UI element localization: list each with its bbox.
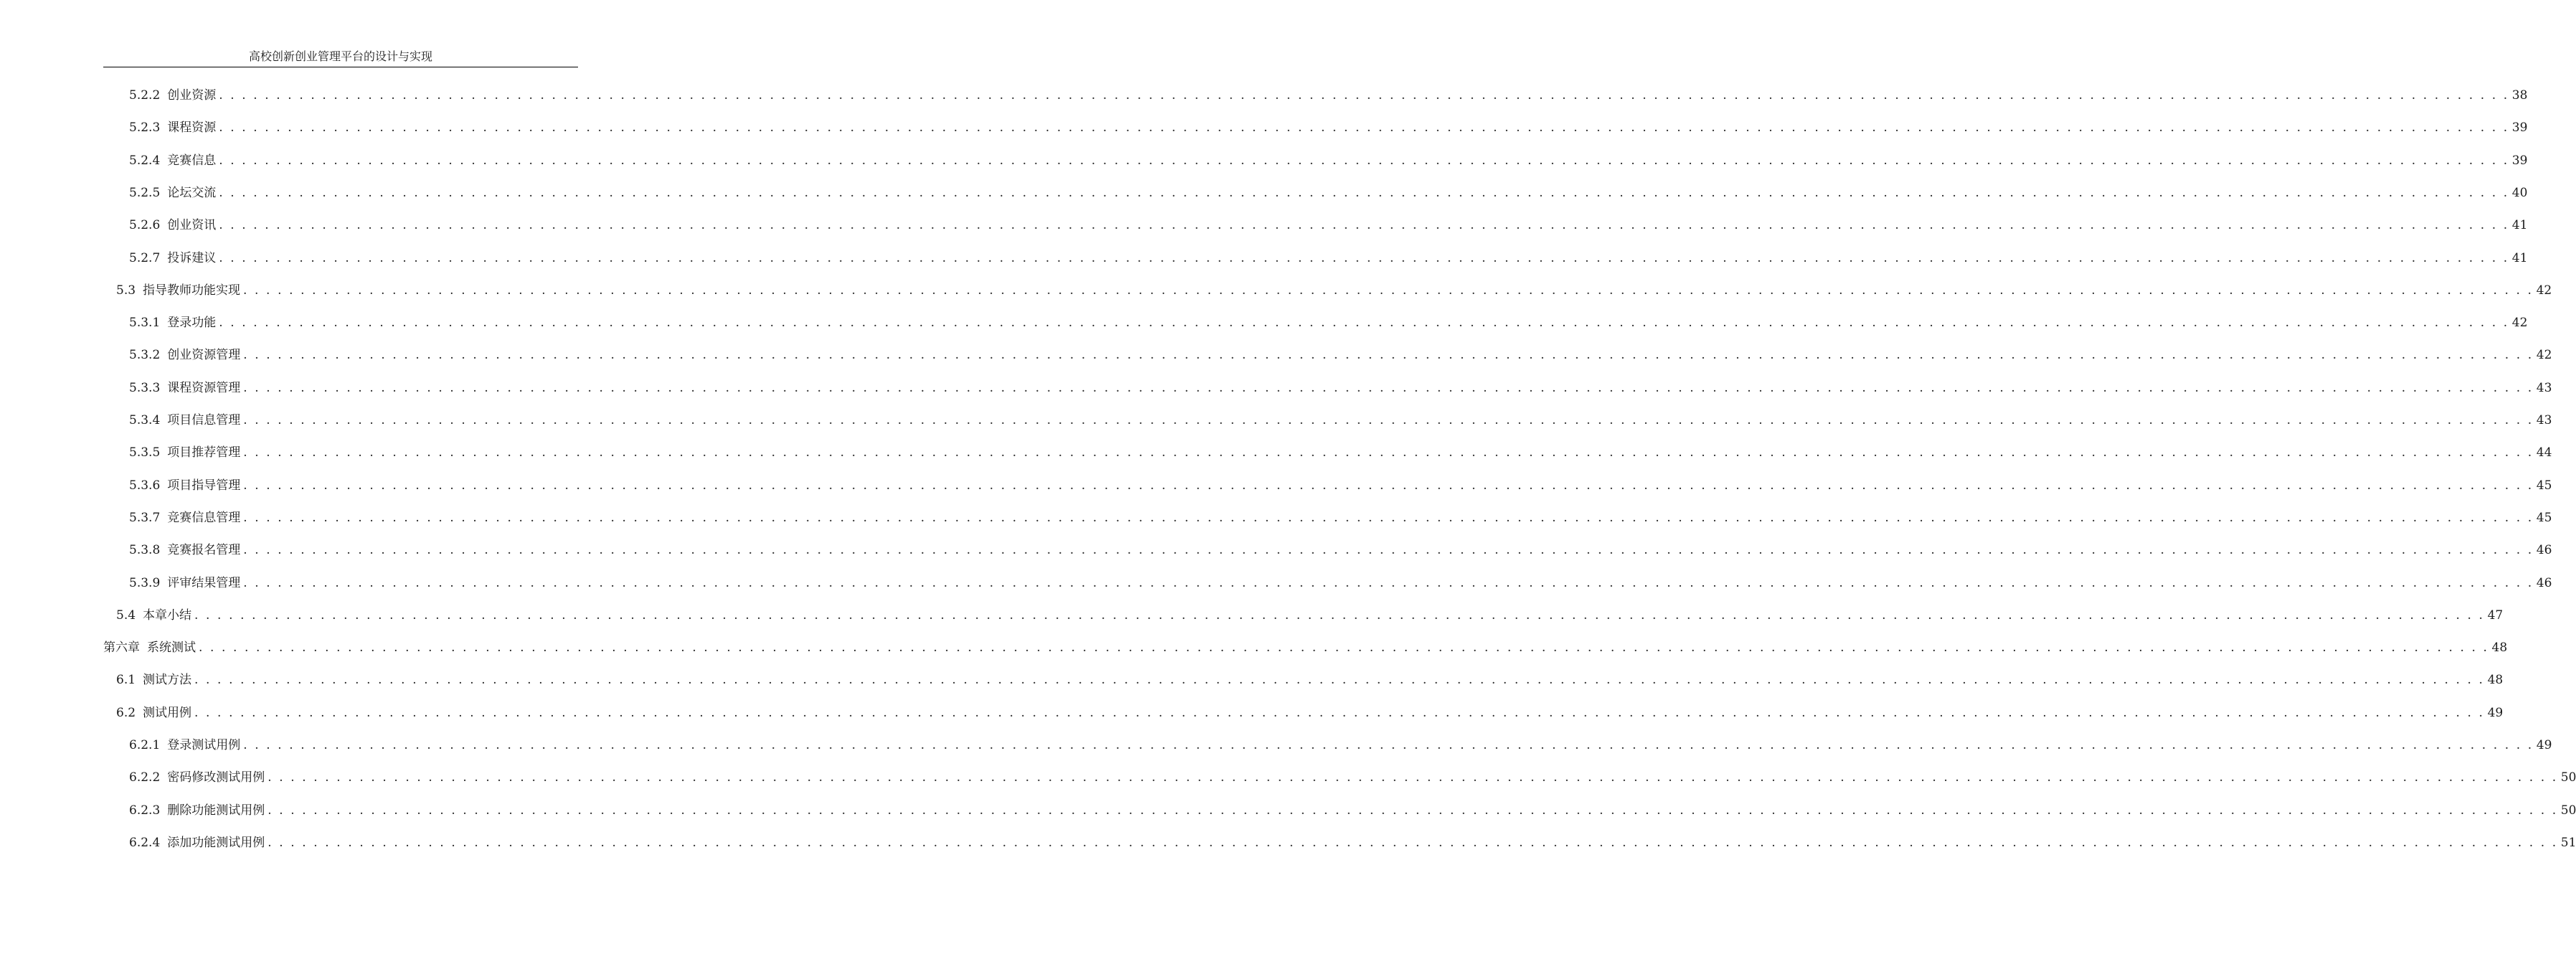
toc-entry-page: 44 [2536,445,2552,460]
toc-entry-number: 6.2.3 [129,803,161,818]
toc-entry-number: 5.3.4 [129,413,161,427]
toc-entry-number: 5.2.3 [129,120,161,136]
toc-dot-leader: . . . . . . . . . . . . . . . . . . . . . . . . . . . . . . . . . . . . . . . . . . . . . . . . . . . . . . . . . . . . . . . . . . . . . . . . . . . . . . . . . . . . . . . . . . . . . . . . . . . . . . . . . . . . . . . . . . . . . . . . . . . . . . . . . . . . . . . . . . . . . . . . . . . . . . . . . . . . . . . . . . . . . . . . . . . . . . . . . . . . . . . . . . . . . . . . . . . . . . . . [199,641,2489,656]
toc-entry-page: 50 [2560,770,2576,785]
toc-entry-title: 系统测试 [147,641,196,656]
toc-dot-leader: . . . . . . . . . . . . . . . . . . . . . . . . . . . . . . . . . . . . . . . . . . . . . . . . . . . . . . . . . . . . . . . . . . . . . . . . . . . . . . . . . . . . . . . . . . . . . . . . . . . . . . . . . . . . . . . . . . . . . . . . . . . . . . . . . . . . . . . . . . . . . . . . . . . . . . . . . . . . . . . . . . . . . . . . . . . . . . . . . . . . . . . . . . . . . . . . . . . . . . . . [267,770,2558,785]
toc-entry-title: 评审结果管理 [167,575,241,590]
toc-entry[interactable] [129,476,2552,495]
toc-entry-page: 45 [2536,478,2552,493]
toc-entry-number: 5.3.5 [129,445,161,460]
toc-entry-title: 项目信息管理 [167,413,241,427]
toc-entry-number: 5.2.6 [129,218,161,233]
toc-entry-title: 本章小结 [143,608,192,623]
toc-dot-leader: . . . . . . . . . . . . . . . . . . . . . . . . . . . . . . . . . . . . . . . . . . . . . . . . . . . . . . . . . . . . . . . . . . . . . . . . . . . . . . . . . . . . . . . . . . . . . . . . . . . . . . . . . . . . . . . . . . . . . . . . . . . . . . . . . . . . . . . . . . . . . . . . . . . . . . . . . . . . . . . . . . . . . . . . . . . . . . . . . . . . . . . . . . . . . . . . . . . . . . . . [243,738,2534,752]
toc-entry-title: 创业资源 [167,88,217,103]
toc-entry-title: 创业资讯 [167,218,217,233]
toc-entry-title: 密码修改测试用例 [167,770,265,785]
toc-entry-number: 5.3.7 [129,510,161,525]
toc-entry-title: 竞赛信息 [167,153,217,168]
toc-entry-page: 42 [2536,283,2552,298]
toc-entry-page: 49 [2536,738,2552,752]
toc-entry-number: 6.2 [116,705,136,720]
toc-entry-number: 5.2.7 [129,250,161,265]
toc-entry[interactable] [129,249,2528,268]
toc-entry-number: 6.2.2 [129,770,161,785]
toc-entry-title: 课程资源管理 [167,380,241,395]
toc-entry[interactable] [129,801,2576,820]
toc-entry-page: 45 [2536,510,2552,525]
toc-entry[interactable] [129,313,2528,332]
toc-dot-leader: . . . . . . . . . . . . . . . . . . . . . . . . . . . . . . . . . . . . . . . . . . . . . . . . . . . . . . . . . . . . . . . . . . . . . . . . . . . . . . . . . . . . . . . . . . . . . . . . . . . . . . . . . . . . . . . . . . . . . . . . . . . . . . . . . . . . . . . . . . . . . . . . . . . . . . . . . . . . . . . . . . . . . . . . . . . . . . . . . . . . . . . . . . . . . . . . . . . . . . . . [243,543,2534,558]
toc-dot-leader: . . . . . . . . . . . . . . . . . . . . . . . . . . . . . . . . . . . . . . . . . . . . . . . . . . . . . . . . . . . . . . . . . . . . . . . . . . . . . . . . . . . . . . . . . . . . . . . . . . . . . . . . . . . . . . . . . . . . . . . . . . . . . . . . . . . . . . . . . . . . . . . . . . . . . . . . . . . . . . . . . . . . . . . . . . . . . . . . . . . . . . . . . . . . . . . . . . . . . . . . [194,673,2485,688]
toc-entry-title: 登录测试用例 [167,738,241,752]
toc-entry-page: 39 [2511,153,2528,168]
toc-dot-leader: . . . . . . . . . . . . . . . . . . . . . . . . . . . . . . . . . . . . . . . . . . . . . . . . . . . . . . . . . . . . . . . . . . . . . . . . . . . . . . . . . . . . . . . . . . . . . . . . . . . . . . . . . . . . . . . . . . . . . . . . . . . . . . . . . . . . . . . . . . . . . . . . . . . . . . . . . . . . . . . . . . . . . . . . . . . . . . . . . . . . . . . . . . . . . . . . . . . . . . . . [194,608,2485,623]
toc-entry-number: 5.3.3 [129,380,161,395]
toc-entry-title: 竞赛信息管理 [167,510,241,525]
toc-dot-leader: . . . . . . . . . . . . . . . . . . . . . . . . . . . . . . . . . . . . . . . . . . . . . . . . . . . . . . . . . . . . . . . . . . . . . . . . . . . . . . . . . . . . . . . . . . . . . . . . . . . . . . . . . . . . . . . . . . . . . . . . . . . . . . . . . . . . . . . . . . . . . . . . . . . . . . . . . . . . . . . . . . . . . . . . . . . . . . . . . . . . . . . . . . . . . . . . . . . . . . . . [243,348,2534,363]
toc-entry-number: 5.3.8 [129,543,161,558]
toc-entry[interactable] [116,704,2504,722]
toc-dot-leader: . . . . . . . . . . . . . . . . . . . . . . . . . . . . . . . . . . . . . . . . . . . . . . . . . . . . . . . . . . . . . . . . . . . . . . . . . . . . . . . . . . . . . . . . . . . . . . . . . . . . . . . . . . . . . . . . . . . . . . . . . . . . . . . . . . . . . . . . . . . . . . . . . . . . . . . . . . . . . . . . . . . . . . . . . . . . . . . . . . . . . . . . . . . . . . . . . . . . . . . . [219,120,2509,136]
toc-entry-page: 39 [2511,120,2528,136]
toc-entry[interactable] [129,346,2552,364]
toc-entry-number: 5.2.2 [129,88,161,103]
toc-entry-title: 竞赛报名管理 [167,543,241,558]
toc-entry-title: 测试方法 [143,673,192,688]
toc-entry[interactable] [116,281,2552,300]
toc-entry-title: 指导教师功能实现 [143,283,241,298]
toc-entry-title: 测试用例 [143,705,192,720]
toc-entry-page: 41 [2511,218,2528,233]
toc-dot-leader: . . . . . . . . . . . . . . . . . . . . . . . . . . . . . . . . . . . . . . . . . . . . . . . . . . . . . . . . . . . . . . . . . . . . . . . . . . . . . . . . . . . . . . . . . . . . . . . . . . . . . . . . . . . . . . . . . . . . . . . . . . . . . . . . . . . . . . . . . . . . . . . . . . . . . . . . . . . . . . . . . . . . . . . . . . . . . . . . . . . . . . . . . . . . . . . . . . . . . . . . [219,218,2509,233]
toc-entry-number: 5.2.4 [129,153,161,168]
toc-dot-leader: . . . . . . . . . . . . . . . . . . . . . . . . . . . . . . . . . . . . . . . . . . . . . . . . . . . . . . . . . . . . . . . . . . . . . . . . . . . . . . . . . . . . . . . . . . . . . . . . . . . . . . . . . . . . . . . . . . . . . . . . . . . . . . . . . . . . . . . . . . . . . . . . . . . . . . . . . . . . . . . . . . . . . . . . . . . . . . . . . . . . . . . . . . . . . . . . . . . . . . . . [243,283,2534,298]
toc-dot-leader: . . . . . . . . . . . . . . . . . . . . . . . . . . . . . . . . . . . . . . . . . . . . . . . . . . . . . . . . . . . . . . . . . . . . . . . . . . . . . . . . . . . . . . . . . . . . . . . . . . . . . . . . . . . . . . . . . . . . . . . . . . . . . . . . . . . . . . . . . . . . . . . . . . . . . . . . . . . . . . . . . . . . . . . . . . . . . . . . . . . . . . . . . . . . . . . . . . . . . . . . [219,153,2509,168]
toc-entry-page: 48 [2487,673,2504,688]
toc-entry-title: 项目推荐管理 [167,445,241,460]
toc-entry-number: 5.3.6 [129,478,161,493]
toc-entry[interactable] [129,184,2528,202]
toc-entry-page: 42 [2511,316,2528,331]
toc-dot-leader: . . . . . . . . . . . . . . . . . . . . . . . . . . . . . . . . . . . . . . . . . . . . . . . . . . . . . . . . . . . . . . . . . . . . . . . . . . . . . . . . . . . . . . . . . . . . . . . . . . . . . . . . . . . . . . . . . . . . . . . . . . . . . . . . . . . . . . . . . . . . . . . . . . . . . . . . . . . . . . . . . . . . . . . . . . . . . . . . . . . . . . . . . . . . . . . . . . . . . . . . [243,445,2534,460]
toc-entry-page: 46 [2536,543,2552,558]
toc-entry-page: 43 [2536,413,2552,427]
toc-entry-number: 6.2.1 [129,738,161,752]
running-header: 高校创新创业管理平台的设计与实现 [248,49,432,63]
toc-entry[interactable] [129,443,2552,462]
toc-entry-title: 论坛交流 [167,185,217,200]
toc-entry[interactable] [116,606,2504,625]
toc-entry-page: 40 [2511,185,2528,200]
toc-entry-page: 41 [2511,250,2528,265]
toc-entry-page: 47 [2487,608,2504,623]
toc-entry-page: 50 [2560,803,2576,818]
toc-entry-title: 登录功能 [167,316,217,331]
toc-entry[interactable] [129,574,2552,592]
toc-dot-leader: . . . . . . . . . . . . . . . . . . . . . . . . . . . . . . . . . . . . . . . . . . . . . . . . . . . . . . . . . . . . . . . . . . . . . . . . . . . . . . . . . . . . . . . . . . . . . . . . . . . . . . . . . . . . . . . . . . . . . . . . . . . . . . . . . . . . . . . . . . . . . . . . . . . . . . . . . . . . . . . . . . . . . . . . . . . . . . . . . . . . . . . . . . . . . . . . . . . . . . . . [219,185,2509,200]
toc-dot-leader: . . . . . . . . . . . . . . . . . . . . . . . . . . . . . . . . . . . . . . . . . . . . . . . . . . . . . . . . . . . . . . . . . . . . . . . . . . . . . . . . . . . . . . . . . . . . . . . . . . . . . . . . . . . . . . . . . . . . . . . . . . . . . . . . . . . . . . . . . . . . . . . . . . . . . . . . . . . . . . . . . . . . . . . . . . . . . . . . . . . . . . . . . . . . . . . . . . . . . . . . [194,705,2485,720]
toc-entry[interactable] [103,638,2508,657]
toc-entry-page: 42 [2536,348,2552,363]
toc-entry[interactable] [129,509,2552,527]
toc-dot-leader: . . . . . . . . . . . . . . . . . . . . . . . . . . . . . . . . . . . . . . . . . . . . . . . . . . . . . . . . . . . . . . . . . . . . . . . . . . . . . . . . . . . . . . . . . . . . . . . . . . . . . . . . . . . . . . . . . . . . . . . . . . . . . . . . . . . . . . . . . . . . . . . . . . . . . . . . . . . . . . . . . . . . . . . . . . . . . . . . . . . . . . . . . . . . . . . . . . . . . . . . [243,510,2534,525]
toc-entry-page: 51 [2560,835,2576,850]
toc-entry-page: 49 [2487,705,2504,720]
toc-entry-title: 投诉建议 [167,250,217,265]
toc-dot-leader: . . . . . . . . . . . . . . . . . . . . . . . . . . . . . . . . . . . . . . . . . . . . . . . . . . . . . . . . . . . . . . . . . . . . . . . . . . . . . . . . . . . . . . . . . . . . . . . . . . . . . . . . . . . . . . . . . . . . . . . . . . . . . . . . . . . . . . . . . . . . . . . . . . . . . . . . . . . . . . . . . . . . . . . . . . . . . . . . . . . . . . . . . . . . . . . . . . . . . . . . [243,575,2534,590]
toc-entry-title: 创业资源管理 [167,348,241,363]
toc-dot-leader: . . . . . . . . . . . . . . . . . . . . . . . . . . . . . . . . . . . . . . . . . . . . . . . . . . . . . . . . . . . . . . . . . . . . . . . . . . . . . . . . . . . . . . . . . . . . . . . . . . . . . . . . . . . . . . . . . . . . . . . . . . . . . . . . . . . . . . . . . . . . . . . . . . . . . . . . . . . . . . . . . . . . . . . . . . . . . . . . . . . . . . . . . . . . . . . . . . . . . . . . [267,835,2558,850]
toc-entry[interactable] [116,671,2504,689]
toc-entry-title: 删除功能测试用例 [167,803,265,818]
toc-entry-page: 46 [2536,575,2552,590]
toc-entry-title: 课程资源 [167,120,217,136]
toc-dot-leader: . . . . . . . . . . . . . . . . . . . . . . . . . . . . . . . . . . . . . . . . . . . . . . . . . . . . . . . . . . . . . . . . . . . . . . . . . . . . . . . . . . . . . . . . . . . . . . . . . . . . . . . . . . . . . . . . . . . . . . . . . . . . . . . . . . . . . . . . . . . . . . . . . . . . . . . . . . . . . . . . . . . . . . . . . . . . . . . . . . . . . . . . . . . . . . . . . . . . . . . . [219,88,2509,103]
toc-dot-leader: . . . . . . . . . . . . . . . . . . . . . . . . . . . . . . . . . . . . . . . . . . . . . . . . . . . . . . . . . . . . . . . . . . . . . . . . . . . . . . . . . . . . . . . . . . . . . . . . . . . . . . . . . . . . . . . . . . . . . . . . . . . . . . . . . . . . . . . . . . . . . . . . . . . . . . . . . . . . . . . . . . . . . . . . . . . . . . . . . . . . . . . . . . . . . . . . . . . . . . . . [267,803,2558,818]
toc-entry[interactable] [129,216,2528,235]
toc-entry-page: 48 [2491,641,2508,656]
toc-entry-page: 38 [2511,88,2528,103]
toc-entry-title: 添加功能测试用例 [167,835,265,850]
toc-entry-number: 5.3 [116,283,136,298]
toc-entry[interactable] [129,86,2528,105]
toc-entry[interactable] [129,768,2576,787]
toc-dot-leader: . . . . . . . . . . . . . . . . . . . . . . . . . . . . . . . . . . . . . . . . . . . . . . . . . . . . . . . . . . . . . . . . . . . . . . . . . . . . . . . . . . . . . . . . . . . . . . . . . . . . . . . . . . . . . . . . . . . . . . . . . . . . . . . . . . . . . . . . . . . . . . . . . . . . . . . . . . . . . . . . . . . . . . . . . . . . . . . . . . . . . . . . . . . . . . . . . . . . . . . . [243,413,2534,427]
toc-entry-number: 第六章 [103,641,140,656]
toc-dot-leader: . . . . . . . . . . . . . . . . . . . . . . . . . . . . . . . . . . . . . . . . . . . . . . . . . . . . . . . . . . . . . . . . . . . . . . . . . . . . . . . . . . . . . . . . . . . . . . . . . . . . . . . . . . . . . . . . . . . . . . . . . . . . . . . . . . . . . . . . . . . . . . . . . . . . . . . . . . . . . . . . . . . . . . . . . . . . . . . . . . . . . . . . . . . . . . . . . . . . . . . . [243,380,2534,395]
toc-entry-number: 5.3.2 [129,348,161,363]
toc-entry-title: 项目指导管理 [167,478,241,493]
toc-entry-page: 43 [2536,380,2552,395]
toc-entry-number: 5.3.1 [129,316,161,331]
toc-dot-leader: . . . . . . . . . . . . . . . . . . . . . . . . . . . . . . . . . . . . . . . . . . . . . . . . . . . . . . . . . . . . . . . . . . . . . . . . . . . . . . . . . . . . . . . . . . . . . . . . . . . . . . . . . . . . . . . . . . . . . . . . . . . . . . . . . . . . . . . . . . . . . . . . . . . . . . . . . . . . . . . . . . . . . . . . . . . . . . . . . . . . . . . . . . . . . . . . . . . . . . . . [219,316,2509,331]
toc-entry-number: 5.4 [116,608,136,623]
toc-entry-number: 6.2.4 [129,835,161,850]
toc-entry[interactable] [129,736,2552,755]
toc-entry[interactable] [129,833,2576,852]
toc-entry[interactable] [129,411,2552,430]
toc-entry[interactable] [129,541,2552,559]
toc-entry-number: 5.2.5 [129,185,161,200]
toc-dot-leader: . . . . . . . . . . . . . . . . . . . . . . . . . . . . . . . . . . . . . . . . . . . . . . . . . . . . . . . . . . . . . . . . . . . . . . . . . . . . . . . . . . . . . . . . . . . . . . . . . . . . . . . . . . . . . . . . . . . . . . . . . . . . . . . . . . . . . . . . . . . . . . . . . . . . . . . . . . . . . . . . . . . . . . . . . . . . . . . . . . . . . . . . . . . . . . . . . . . . . . . . [219,250,2509,265]
toc-entry-number: 5.3.9 [129,575,161,590]
toc-dot-leader: . . . . . . . . . . . . . . . . . . . . . . . . . . . . . . . . . . . . . . . . . . . . . . . . . . . . . . . . . . . . . . . . . . . . . . . . . . . . . . . . . . . . . . . . . . . . . . . . . . . . . . . . . . . . . . . . . . . . . . . . . . . . . . . . . . . . . . . . . . . . . . . . . . . . . . . . . . . . . . . . . . . . . . . . . . . . . . . . . . . . . . . . . . . . . . . . . . . . . . . . [243,478,2534,493]
toc-entry[interactable] [129,379,2552,397]
toc-entry-number: 6.1 [116,673,136,688]
toc-entry[interactable] [129,118,2528,137]
toc-entry[interactable] [129,151,2528,170]
